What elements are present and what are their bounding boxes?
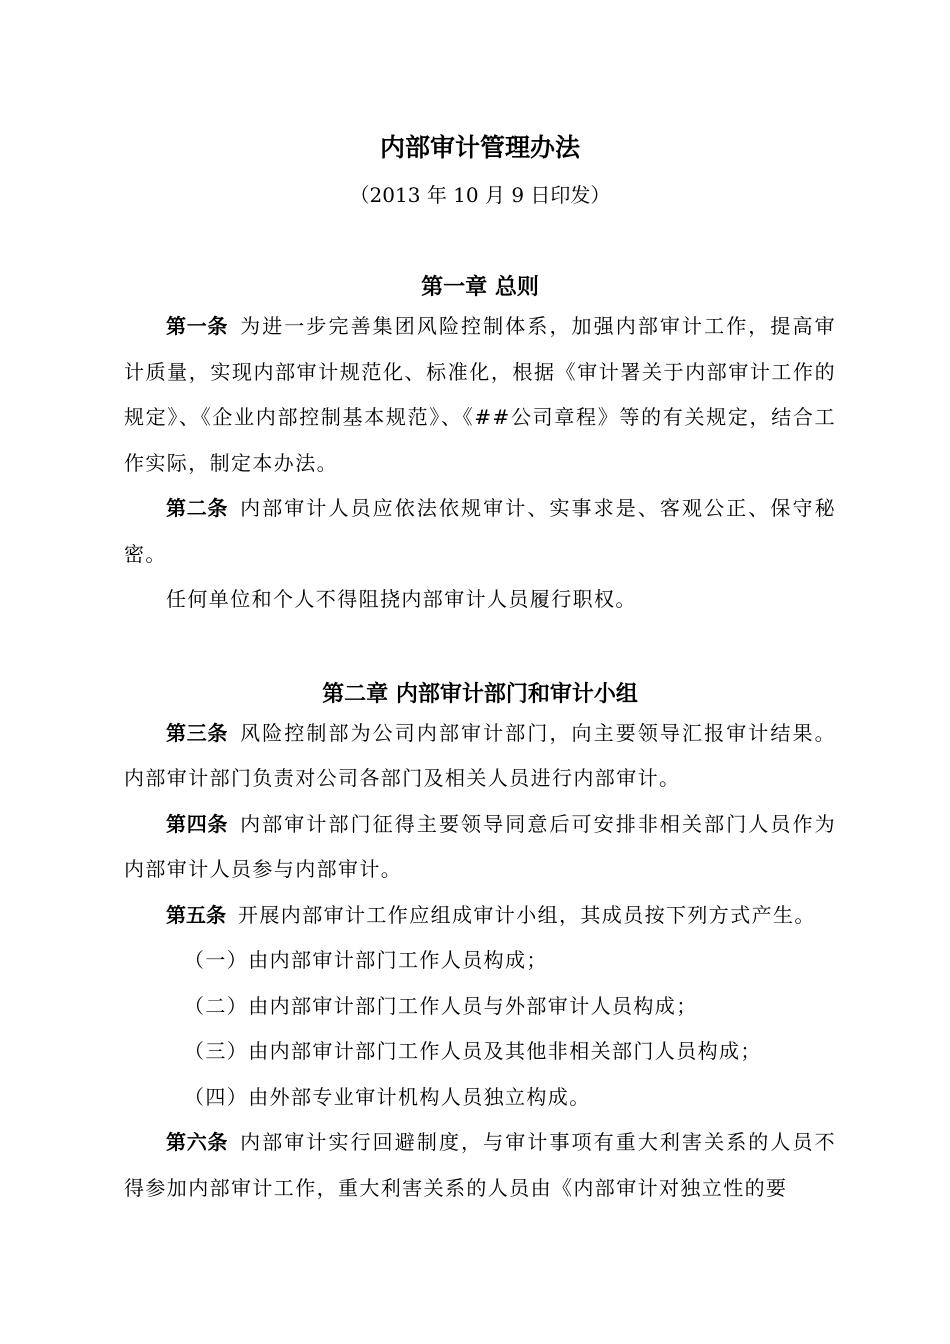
- list-item: （四）由外部专业审计机构人员独立构成。: [184, 1084, 591, 1109]
- article-6: [124, 1120, 836, 1211]
- article-text: 为进一步完善集团风险控制体系，加强内部审计工作，提高审计质量，实现内部审计规范化、标准化，根据《审计署关于内部审计工作的规定》、《企业内部控制基本规范》、《##公司章程》等的有关规定，结合工作实际，制定本办法。: [124, 314, 836, 475]
- article-text: 内部审计实行回避制度，与审计事项有重大利害关系的人员不得参加内部审计工作，重大利害关系的人员由《内部审计对独立性的要: [124, 1130, 836, 1200]
- document-title: 内部审计管理办法: [379, 133, 580, 162]
- article-label: 第四条: [166, 811, 229, 836]
- document-page: [124, 130, 836, 1211]
- article-label: 第三条: [166, 720, 229, 745]
- article-1: [124, 304, 836, 486]
- article-5: [124, 893, 836, 939]
- list-item: （三）由内部审计部门工作人员及其他非相关部门人员构成；: [184, 1039, 762, 1063]
- article-label: 第六条: [166, 1130, 229, 1154]
- article-text: 开展内部审计工作应组成审计小组，其成员按下列方式产生。: [238, 902, 816, 927]
- article-3: [124, 711, 836, 802]
- chapter-heading-2: 第二章 内部审计部门和审计小组: [322, 681, 638, 707]
- list-item: （二）由内部审计部门工作人员与外部审计人员构成；: [184, 993, 698, 1018]
- article-text: 风险控制部为公司内部审计部门，向主要领导汇报审计结果。内部审计部门负责对公司各部门及相关人员进行内部审计。: [124, 720, 836, 790]
- list-item: （一）由内部审计部门工作人员构成；: [184, 948, 548, 972]
- article-label: 第二条: [166, 496, 229, 520]
- article-2-paragraph: 任何单位和个人不得阻挠内部审计人员履行职权。: [166, 587, 637, 611]
- article-text: 内部审计人员应依法依规审计、实事求是、客观公正、保守秘密。: [124, 496, 836, 566]
- article-label: 第五条: [166, 902, 226, 927]
- article-text: 内部审计部门征得主要领导同意后可安排非相关部门人员作为内部审计人员参与内部审计。: [124, 811, 836, 881]
- chapter-heading-1: 第一章 总则: [421, 275, 539, 300]
- article-2: [124, 486, 836, 577]
- article-label: 第一条: [166, 314, 229, 338]
- article-4: [124, 802, 836, 893]
- issue-date: （2013 年 10 月 9 日印发）: [349, 183, 611, 207]
